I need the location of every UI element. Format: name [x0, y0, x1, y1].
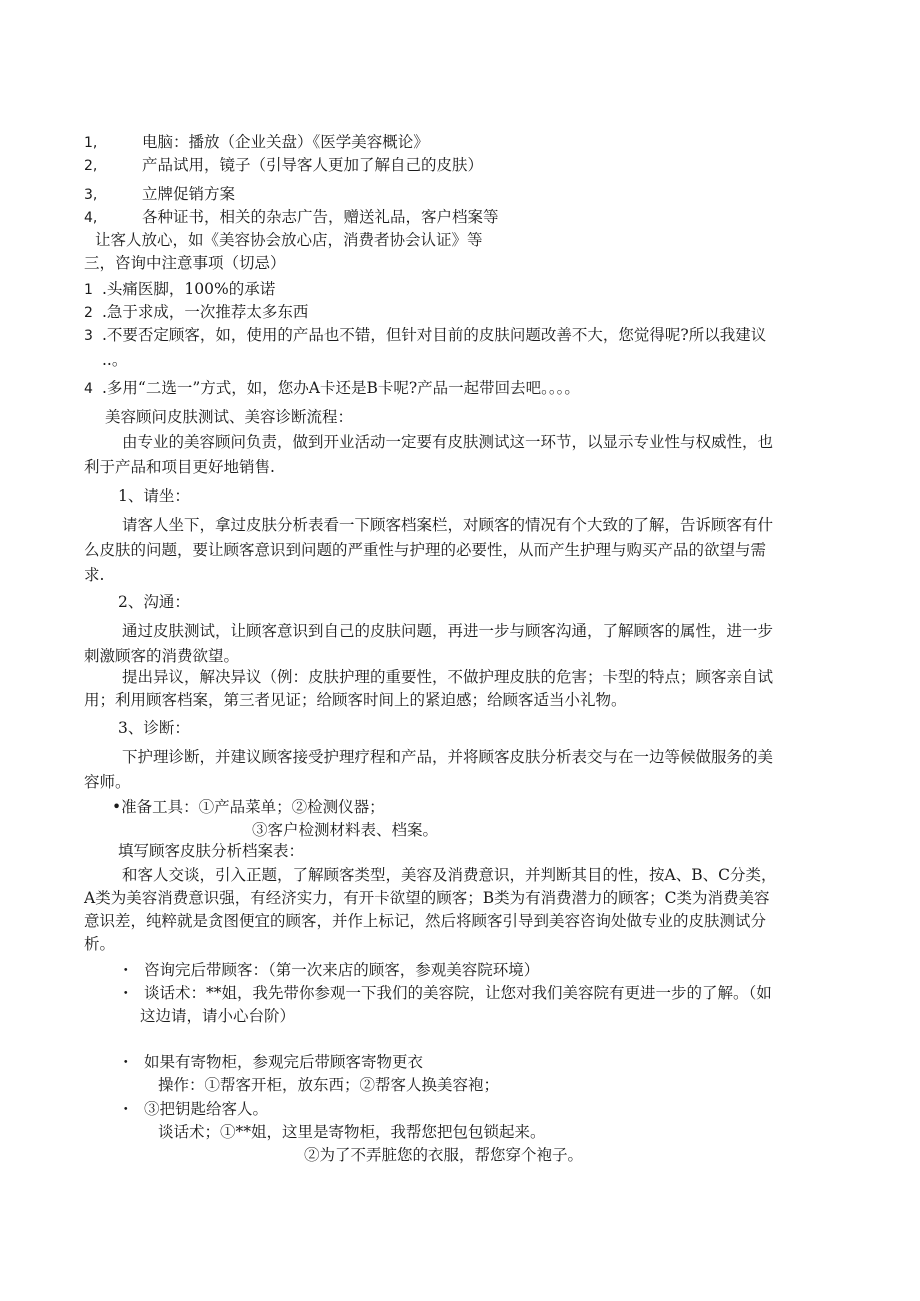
step-1-para-line-1: 请客人坐下，拿过皮肤分析表看一下顾客档案栏，对顾客的情况有个大致的了解，告诉顾客有什 — [122, 516, 774, 534]
caution-item-2: 2 .急于求成，一次推荐太多东西 — [84, 303, 309, 321]
caution-item-3-cont: ..。 — [102, 351, 128, 369]
form-para-line-2: A类为美容消费意识强，有经济实力，有开卡欲望的顾客；B类为有消费潜力的顾客；C类为消费美容 — [84, 889, 770, 907]
process-title: 美容顾问皮肤测试、美容诊断流程： — [105, 408, 354, 426]
step-1-para-line-3: 求. — [84, 566, 105, 584]
step-2-para2-line-2: 用；利用顾客档案，第三者见证；给顾客时间上的紧迫感；给顾客适当小礼物。 — [84, 691, 627, 709]
bullet-item-3: ・ 如果有寄物柜，参观完后带顾客寄物更衣 — [118, 1053, 424, 1071]
talk-line-2: ②为了不弄脏您的衣服，帮您穿个袍子。 — [304, 1146, 584, 1164]
bullet-item-2: ・ 谈话术：**姐，我先带你参观一下我们的美容院，让您对我们美容院有更进一步的了解。（如 — [118, 984, 772, 1002]
process-intro-line-1: 由专业的美容顾问负责，做到开业活动一定要有皮肤测试这一环节，以显示专业性与权威性，也 — [122, 433, 774, 451]
step-3-para-line-1: 下护理诊断，并建议顾客接受护理疗程和产品，并将顾客皮肤分析表交与在一边等候做服务的美 — [122, 748, 774, 766]
step-1-title: 1、请坐： — [118, 487, 190, 505]
bullet-item-1: ・ 咨询完后带顾客：（第一次来店的顾客，参观美容院环境） — [118, 961, 540, 979]
form-para-line-3: 意识差，纯粹就是贪图便宜的顾客，并作上标记，然后将顾客引导到美容咨询处做专业的皮肤测试分 — [84, 912, 767, 930]
bullet-item-2-cont: 这边请，请小心台阶） — [140, 1007, 296, 1025]
tip-continuation: 让客人放心，如《美容协会放心店，消费者协会认证》等 — [95, 231, 483, 249]
tip-item-2: 2, 产品试用，镜子（引导客人更加了解自己的皮肤） — [84, 156, 484, 174]
step-3-title: 3、诊断： — [118, 719, 190, 737]
form-title: 填写顾客皮肤分析档案表： — [118, 842, 305, 860]
process-intro-line-2: 利于产品和项目更好地销售. — [84, 458, 275, 476]
talk-line-1: 谈话术；①**姐，这里是寄物柜，我帮您把包包锁起来。 — [158, 1123, 546, 1141]
form-para-line-4: 析。 — [84, 935, 116, 953]
caution-item-3: 3 .不要否定顾客，如，使用的产品也不错，但针对目前的皮肤问题改善不大，您觉得呢?所以我建议 — [84, 326, 767, 344]
tools-line-1: •准备工具：①产品菜单；②检测仪器； — [112, 798, 385, 816]
step-2-title: 2、沟通： — [118, 593, 190, 611]
caution-item-4: 4 .多用“二选一”方式，如，您办A卡还是B卡呢?产品一起带回去吧。。。。 — [84, 379, 580, 397]
tools-line-2: ③客户检测材料表、档案。 — [252, 821, 439, 839]
step-1-para-line-2: 么皮肤的问题，要让顾客意识到问题的严重性与护理的必要性，从而产生护理与购买产品的欲望与需 — [84, 541, 767, 559]
step-2-para1-line-1: 通过皮肤测试，让顾客意识到自己的皮肤问题，再进一步与顾客沟通，了解顾客的属性，进一步 — [122, 622, 774, 640]
tip-item-1: 1, 电脑：播放（企业关盘）《医学美容概论》 — [84, 133, 429, 151]
section-heading-3: 三，咨询中注意事项（切忌） — [84, 254, 286, 272]
caution-item-1: 1 .头痛医脚，100%的承诺 — [84, 280, 276, 298]
form-para-line-1: 和客人交谈，引入正题，了解顾客类型，美容及消费意识，并判断其目的性，按A、B、C分类， — [122, 866, 777, 884]
step-2-para2-line-1: 提出异议，解决异议（例：皮肤护理的重要性，不做护理皮肤的危害；卡型的特点；顾客亲自试 — [122, 668, 774, 686]
step-2-para1-line-2: 刺激顾客的消费欲望。 — [84, 647, 240, 665]
bullet-item-4: ・ ③把钥匙给客人。 — [118, 1100, 269, 1118]
tip-item-3: 3, 立牌促销方案 — [84, 185, 236, 203]
operation-line: 操作：①帮客开柜，放东西；②帮客人换美容袍； — [158, 1076, 500, 1094]
tip-item-4: 4, 各种证书，相关的杂志广告，赠送礼品，客户档案等 — [84, 208, 499, 226]
step-3-para-line-2: 容师。 — [84, 773, 131, 791]
